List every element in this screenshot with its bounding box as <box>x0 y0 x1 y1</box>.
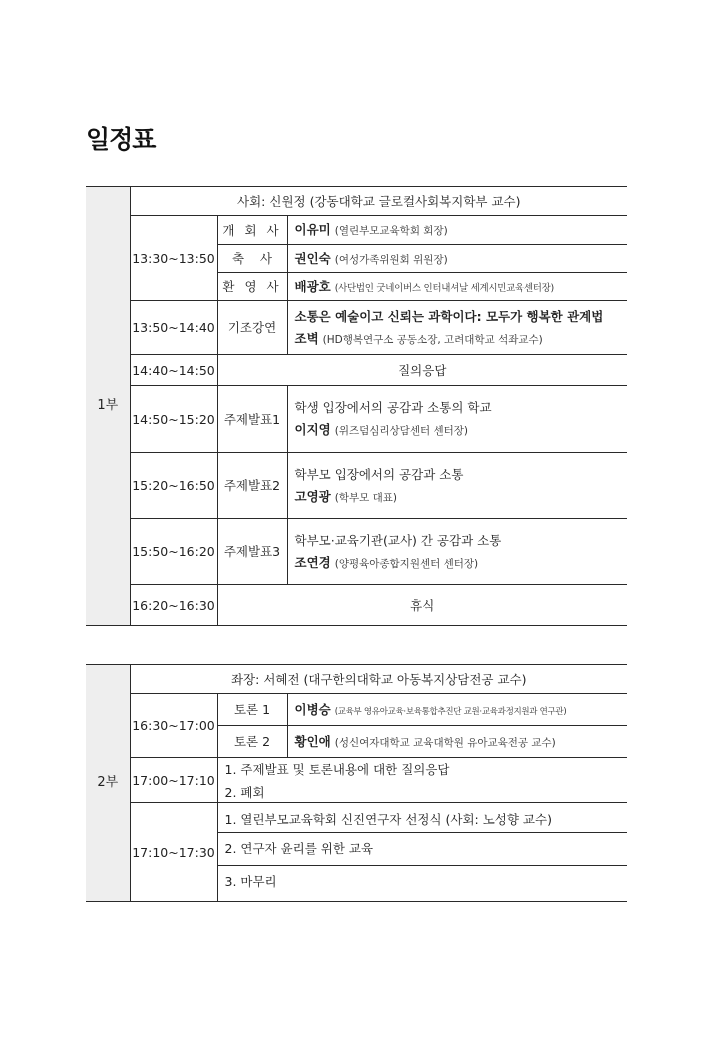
page-title: 일정표 <box>86 125 156 154</box>
break-text: 휴식 <box>217 585 627 626</box>
speaker-name: 황인애 <box>294 733 331 749</box>
speaker-name: 배광호 <box>294 278 331 294</box>
speaker-affiliation: (열린부모교육학회 회장) <box>334 225 448 238</box>
talk-cell <box>287 453 627 519</box>
time-cell: 13:30~13:50 <box>130 216 217 301</box>
speaker-name: 이병승 <box>294 701 331 717</box>
speaker-affiliation: (성신여자대학교 교육대학원 유아교육전공 교수) <box>334 736 556 749</box>
debate-row <box>86 694 627 726</box>
role-cell: 토론 1 <box>217 694 287 726</box>
speaker-affiliation: (학부모 대표) <box>334 491 397 504</box>
speaker-name: 고영광 <box>294 488 331 504</box>
role-cell: 토론 2 <box>217 726 287 758</box>
time-cell: 17:10~17:30 <box>130 803 217 902</box>
speaker-affiliation: (위즈덤심리상담센터 센터장) <box>334 425 468 438</box>
speaker-affiliation: (양평육아종합지원센터 센터장) <box>334 557 479 570</box>
talk-row <box>86 519 627 585</box>
agenda-item: 2. 폐회 <box>224 785 265 800</box>
closing-qa-row <box>86 758 627 803</box>
speaker-affiliation: (HD행복연구소 공동소장, 고려대학교 석좌교수) <box>322 333 543 346</box>
keynote-row <box>86 301 627 355</box>
time-cell: 14:40~14:50 <box>130 355 217 386</box>
role-cell: 축 사 <box>217 245 287 273</box>
talk-cell <box>287 519 627 585</box>
talk-title: 소통은 예술이고 신뢰는 과학이다: 모두가 행복한 관계법 <box>294 308 604 324</box>
speaker-cell <box>287 694 627 726</box>
speaker-name: 조벽 <box>294 330 319 346</box>
time-cell: 14:50~15:20 <box>130 386 217 453</box>
time-cell: 17:00~17:10 <box>130 758 217 803</box>
schedule-table-part2 <box>86 664 627 902</box>
talk-title: 학생 입장에서의 공감과 소통의 학교 <box>294 400 492 416</box>
speaker-cell <box>287 726 627 758</box>
talk-cell <box>287 301 627 355</box>
qa-text: 질의응답 <box>217 355 627 386</box>
speaker-cell <box>287 216 627 245</box>
agenda-item: 1. 주제발표 및 토론내용에 대한 질의응답 <box>224 762 450 777</box>
role-cell: 개 회 사 <box>217 216 287 245</box>
ceremony-cell <box>217 803 627 902</box>
agenda-item: 2. 연구자 윤리를 위한 교육 <box>218 832 628 865</box>
talk-title: 학부모 입장에서의 공감과 소통 <box>294 466 464 482</box>
speaker-name: 이유미 <box>294 222 331 238</box>
speaker-name: 조연경 <box>294 554 331 570</box>
time-cell: 15:20~16:50 <box>130 453 217 519</box>
role-cell: 기조강연 <box>217 301 287 355</box>
speaker-name: 이지영 <box>294 422 331 438</box>
chair-text: 좌장: 서혜전 (대구한의대학교 아동복지상담전공 교수) <box>130 665 627 694</box>
chair-row <box>86 665 627 694</box>
opening-row <box>86 216 627 245</box>
moderator-text: 사회: 신원정 (강동대학교 글로컬사회복지학부 교수) <box>130 187 627 216</box>
talk-row <box>86 453 627 519</box>
speaker-name: 권인숙 <box>294 250 331 266</box>
talk-title: 학부모·교육기관(교사) 간 공감과 소통 <box>294 532 502 548</box>
agenda-item: 3. 마무리 <box>218 865 628 898</box>
part-label: 2부 <box>86 665 130 902</box>
time-cell: 16:20~16:30 <box>130 585 217 626</box>
role-cell: 주제발표3 <box>217 519 287 585</box>
time-cell: 16:30~17:00 <box>130 694 217 758</box>
part-label: 1부 <box>86 187 130 626</box>
schedule-table-part1 <box>86 186 627 626</box>
talk-cell <box>287 386 627 453</box>
ceremony-row <box>86 803 627 902</box>
speaker-cell <box>287 273 627 301</box>
time-cell: 15:50~16:20 <box>130 519 217 585</box>
speaker-affiliation: (여성가족위원회 위원장) <box>334 253 448 266</box>
agenda-item: 1. 열린부모교육학회 신진연구자 선정식 (사회: 노성향 교수) <box>224 811 552 827</box>
speaker-cell <box>287 245 627 273</box>
speaker-affiliation: (교육부 영유아교육·보육통합추진단 교원·교육과정지원과 연구관) <box>334 706 567 717</box>
time-cell: 13:50~14:40 <box>130 301 217 355</box>
qa-row <box>86 355 627 386</box>
speaker-affiliation: (사단법인 굿네이버스 인터내셔날 세계시민교육센터장) <box>334 282 554 294</box>
role-cell: 주제발표2 <box>217 453 287 519</box>
talk-row <box>86 386 627 453</box>
role-cell: 환 영 사 <box>217 273 287 301</box>
break-row <box>86 585 627 626</box>
role-cell: 주제발표1 <box>217 386 287 453</box>
moderator-row <box>86 187 627 216</box>
closing-qa-cell <box>217 758 627 803</box>
